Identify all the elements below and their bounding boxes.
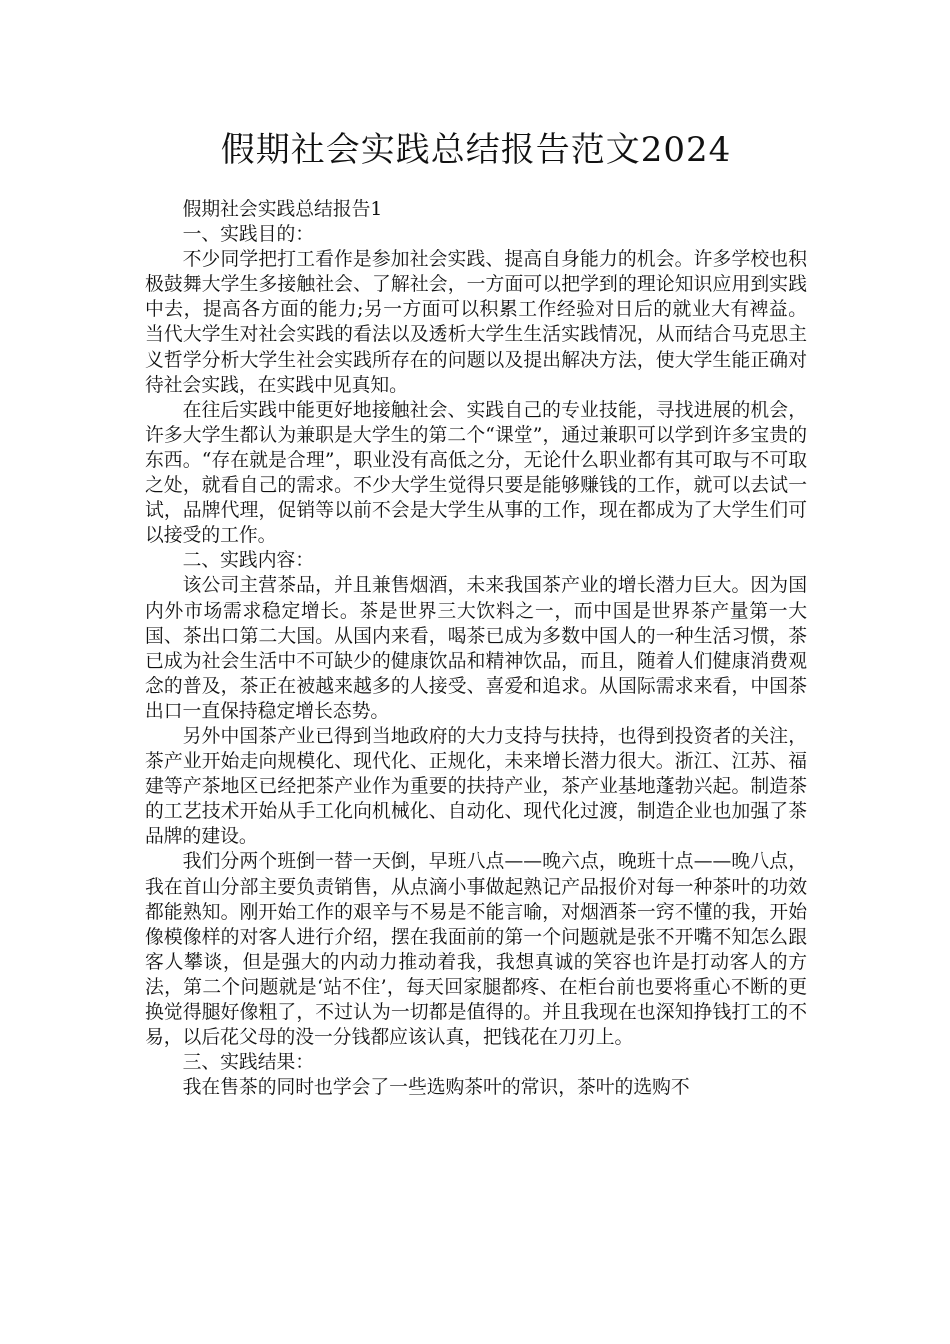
body-paragraph: 另外中国茶产业已得到当地政府的大力支持与扶持，也得到投资者的关注，茶产业开始走向规模化、现代化、正规化，未来增长潜力很大。浙江、江苏、福建等产茶地区已经把茶产业作为重要的扶持产业，茶产业基地蓬勃兴起。制造茶的工艺技术开始从手工化向机械化、自动化、现代化过渡，制造企业也加强了茶品牌的建设。	[145, 725, 807, 848]
body-paragraph: 我在售茶的同时也学会了一些选购茶叶的常识，茶叶的选购不	[182, 1077, 690, 1099]
body-paragraph: 该公司主营茶品，并且兼售烟酒，未来我国茶产业的增长潜力巨大。因为国内外市场需求稳定增长。茶是世界三大饮料之一，而中国是世界茶产量第一大国、茶出口第二大国。从国内来看，喝茶已成为多数中国人的一种生活习惯，茶已成为社会生活中不可缺少的健康饮品和精神饮品，而且，随着人们健康消费观念的普及，茶正在被越来越多的人接受、喜爱和追求。从国际需求来看，中国茶出口一直保持稳定增长态势。	[145, 575, 807, 722]
section-heading-content: 二、实践内容：	[182, 550, 315, 572]
body-paragraph: 不少同学把打工看作是参加社会实践、提高自身能力的机会。许多学校也积极鼓舞大学生多接触社会、了解社会，一方面可以把学到的理论知识应用到实践中去，提高各方面的能力;另一方面可以积累工作经验对日后的就业大有裨益。当代大学生对社会实践的看法以及透析大学生生活实践情况，从而结合马克思主义哲学分析大学生社会实践所存在的问题以及提出解决方法，使大学生能正确对待社会实践，在实践中见真知。	[145, 249, 807, 396]
document-title: 假期社会实践总结报告范文2024	[220, 130, 732, 170]
section-heading-report-1: 假期社会实践总结报告1	[182, 199, 383, 220]
document-body	[145, 197, 807, 1100]
body-paragraph: 我们分两个班倒一替一天倒，早班八点——晚六点，晚班十点——晚八点，我在首山分部主要负责销售，从点滴小事做起熟记产品报价对每一种茶叶的功效都能熟知。刚开始工作的艰辛与不易是不能言喻，对烟酒茶一窍不懂的我，开始像模像样的对客人进行介绍，摆在我面前的第一个问题就是张不开嘴不知怎么跟客人攀谈，但是强大的内动力推动着我，我想真诚的笑容也许是打动客人的方法，第二个问题就是‘站不住’，每天回家腿都疼、在柜台前也要将重心不断的更换觉得腿好像粗了，不过认为一切都是值得的。并且我现在也深知挣钱打工的不易，以后花父母的没一分钱都应该认真，把钱花在刀刃上。	[145, 851, 807, 1049]
section-heading-results: 三、实践结果：	[182, 1052, 315, 1074]
body-paragraph: 在往后实践中能更好地接触社会、实践自己的专业技能，寻找进展的机会，许多大学生都认为兼职是大学生的第二个“课堂”，通过兼职可以学到许多宝贵的东西。“存在就是合理”，职业没有高低之分，无论什么职业都有其可取与不可取之处，就看自己的需求。不少大学生觉得只要是能够赚钱的工作，就可以去试一试，品牌代理，促销等以前不会是大学生从事的工作，现在都成为了大学生们可以接受的工作。	[145, 399, 807, 547]
section-heading-purpose: 一、实践目的：	[182, 224, 315, 246]
